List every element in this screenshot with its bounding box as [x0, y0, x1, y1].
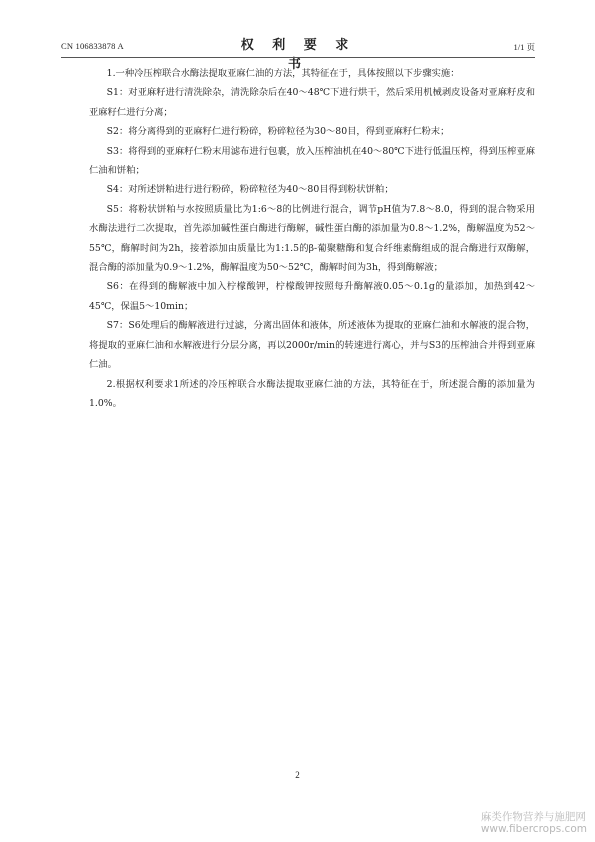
claim-2: 2.根据权利要求1所述的冷压榨联合水酶法提取亚麻仁油的方法，其特征在于，所述混合酶的添加量为1.0%。	[89, 378, 535, 409]
watermark-site-name: 麻类作物营养与施肥网	[480, 811, 586, 823]
claim-1-intro: 1.一种冷压榨联合水酶法提取亚麻仁油的方法，其特征在于，具体按照以下步骤实施：	[106, 68, 460, 79]
claim-step-s7: S7：S6处理后的酶解液进行过滤，分离出固体和液体，所述液体为提取的亚麻仁油和水解液的混合物，将提取的亚麻仁油和水解液进行分层分离，再以2000r/min的转速进行离心，并与S3的压榨油合并得到亚麻仁油。	[89, 320, 535, 371]
claim-step-s6: S6：在得到的酶解液中加入柠檬酸钾，柠檬酸钾按照每升酶解液0.05～0.1g的量添加，加热到42～45℃，保温5～10min；	[89, 281, 535, 312]
page-info: 1/1 页	[513, 42, 535, 52]
claim-step-s1: S1：对亚麻籽进行清洗除杂，清洗除杂后在40～48℃下进行烘干，然后采用机械剥皮设备对亚麻籽皮和亚麻籽仁进行分离；	[89, 87, 535, 118]
watermark-url: www.fibercrops.com	[480, 823, 587, 835]
document-header	[61, 34, 535, 72]
page-title: 权 利 要 求 书	[240, 38, 356, 72]
claim-step-s3: S3：将得到的亚麻籽仁粉末用滤布进行包裹，放入压榨油机在40～80℃下进行低温压榨，得到压榨亚麻仁油和饼粕；	[89, 145, 535, 177]
claim-step-s4: S4：对所述饼粕进行进行粉碎，粉碎粒径为40～80目得到粉状饼粕；	[106, 184, 394, 196]
publication-number: CN 106833878 A	[61, 41, 124, 51]
claim-step-s2: S2：将分离得到的亚麻籽仁进行粉碎，粉碎粒径为30～80目，得到亚麻籽仁粉末；	[106, 126, 450, 138]
header-divider	[61, 57, 535, 58]
claim-step-s5: S5：将粉状饼粕与水按照质量比为1:6～8的比例进行混合，调节pH值为7.8～8.0，得到的混合物采用水酶法进行二次提取，首先添加碱性蛋白酶进行酶解，碱性蛋白酶的添加量为0.8～1.2%，酶解温度为52～55℃，酶解时间为2h，接着添加由质量比为1:1.5的β-葡聚糖酶和复合纤维素酶组成的混合酶进行双酶解，混合酶的添加量为0.9～1.2%，酶解温度为50～52℃，酶解时间为3h，得到酶解液；	[89, 203, 535, 274]
claims-body	[89, 64, 535, 413]
page-number: 2	[295, 770, 300, 780]
watermark	[481, 811, 587, 835]
